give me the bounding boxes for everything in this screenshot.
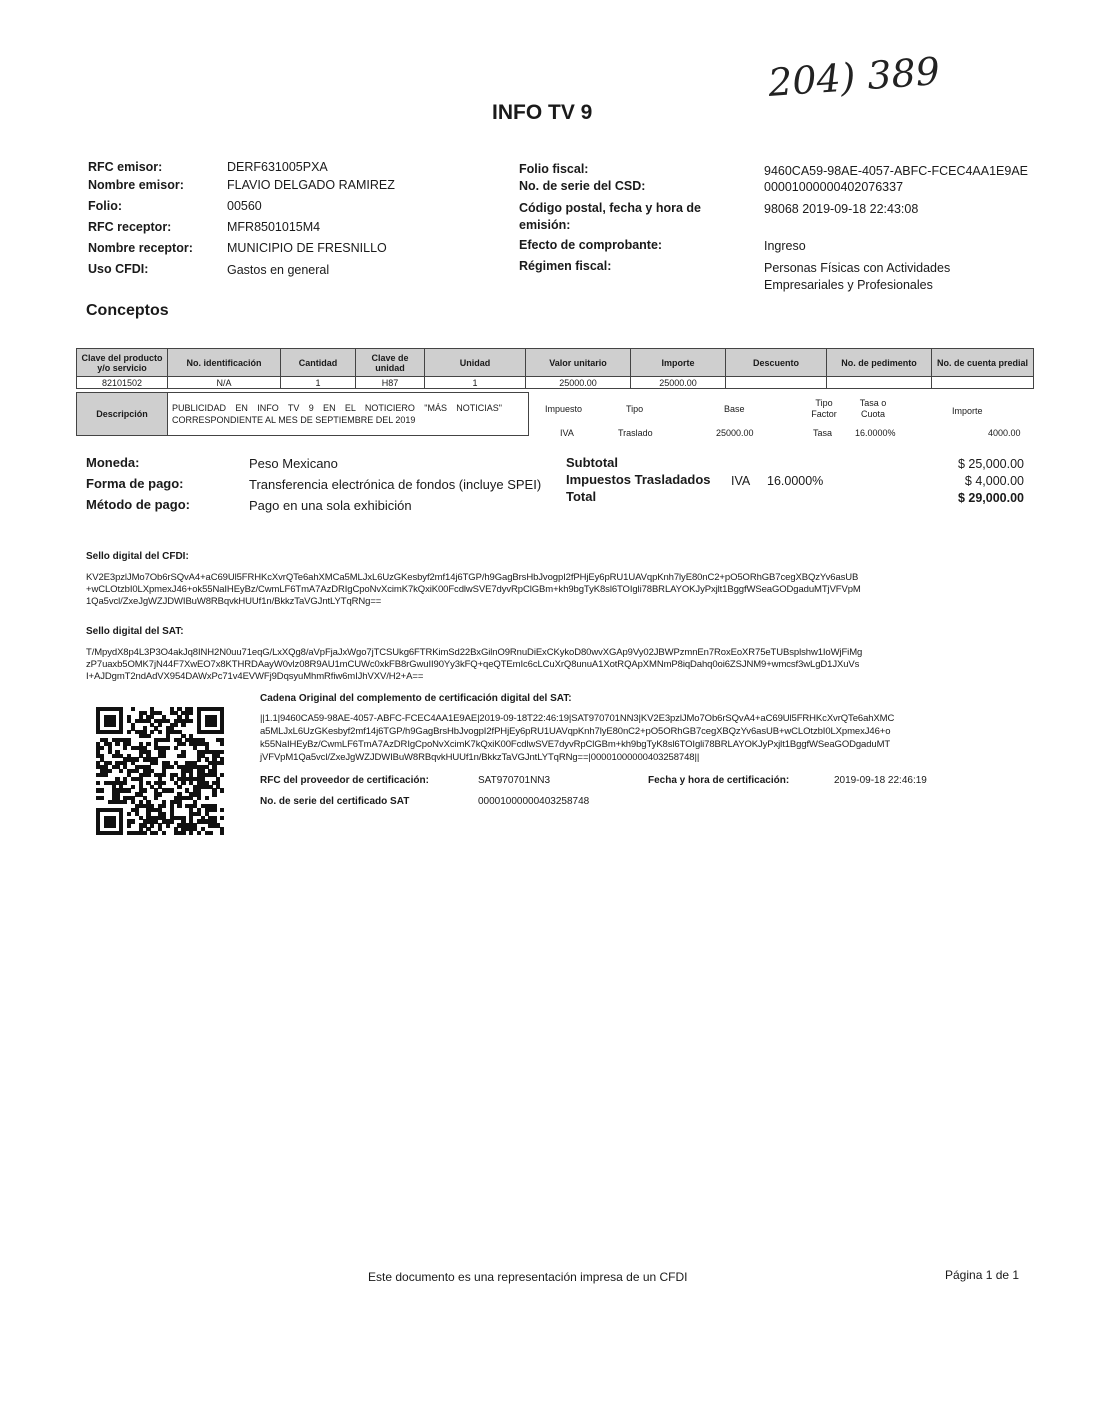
efecto-value: Ingreso: [764, 239, 806, 253]
page-number: Página 1 de 1: [945, 1268, 1020, 1282]
cell-descuento: [726, 377, 827, 389]
header-unidad: Unidad: [425, 349, 526, 377]
table-header-row: [77, 349, 1034, 377]
cell-no-identificacion: N/A: [168, 377, 281, 389]
tax-cell-tipo-factor: Tasa: [813, 428, 833, 438]
nombre-emisor-label: Nombre emisor:: [88, 178, 184, 192]
header-no-pedimento: No. de pedimento: [827, 349, 932, 377]
nombre-receptor-value: MUNICIPIO DE FRESNILLO: [227, 241, 387, 255]
metodo-pago-value: Pago en una sola exhibición: [249, 498, 412, 513]
tax-cell-tasa-cuota: 16.0000%: [855, 428, 896, 438]
cell-no-pedimento: [827, 377, 932, 389]
impuestos-label: Impuestos Trasladados: [566, 472, 711, 487]
cadena-line: ||1.1|9460CA59-98AE-4057-ABFC-FCEC4AA1E9AE|2019-09-18T22:46:19|SAT970701NN3|KV2E3pzlJMo7Ob6rSQvA4+aC69Ul5FRHKcXvrQTe6ahXMC: [260, 713, 895, 724]
footer-note: Este documento es una representación impresa de un CFDI: [368, 1270, 688, 1284]
cell-clave-unidad: H87: [356, 377, 425, 389]
folio-value: 00560: [227, 199, 262, 213]
nombre-receptor-label: Nombre receptor:: [88, 241, 193, 255]
subtotal-label: Subtotal: [566, 455, 618, 470]
sello-sat-label: Sello digital del SAT:: [86, 626, 184, 637]
rfc-proveedor-label: RFC del proveedor de certificación:: [260, 775, 429, 786]
folio-label: Folio:: [88, 199, 123, 213]
moneda-label: Moneda:: [86, 455, 140, 470]
rfc-receptor-label: RFC receptor:: [88, 220, 172, 234]
serie-csd-label: No. de serie del CSD:: [519, 179, 646, 193]
descripcion-block: [76, 392, 529, 436]
tax-header-tasa-cuota: Tasa o Cuota: [859, 398, 887, 419]
qr-code: [96, 707, 224, 835]
fecha-certificacion-value: 2019-09-18 22:46:19: [834, 775, 927, 786]
cell-no-cuenta-predial: [932, 377, 1034, 389]
header-valor-unitario: Valor unitario: [526, 349, 631, 377]
moneda-value: Peso Mexicano: [249, 456, 338, 471]
header-clave-producto: Clave del producto y/o servicio: [77, 349, 168, 377]
descripcion-text: PUBLICIDAD EN INFO TV 9 EN EL NOTICIERO "MÁS NOTICIAS" CORRESPONDIENTE AL MES DE SEPTIEMBRE DEL 2019: [172, 403, 502, 425]
subtotal-value: $ 25,000.00: [957, 457, 1024, 471]
sello-cfdi-label: Sello digital del CFDI:: [86, 551, 189, 562]
cp-fecha-label-2: emisión:: [519, 218, 571, 232]
header-clave-unidad: Clave de unidad: [356, 349, 425, 377]
sello-sat-line: zP7uaxb5OMK7jN44F7XwEO7x8KTHRDAayW0vlz08R9AU1mCUWc0xkFB8rGwuII90Yy3kFQ+qeQTEmIc6cLCuXrQ8unuA1XotRQApXMNmP8iqDahq0oi6ZSJNM9+wmcsf3wLgD1JXuVs: [86, 659, 860, 670]
fecha-certificacion-label: Fecha y hora de certificación:: [648, 775, 790, 786]
header-descuento: Descuento: [726, 349, 827, 377]
conceptos-table: [76, 348, 1034, 389]
tax-cell-base: 25000.00: [716, 428, 754, 438]
regimen-value-2: Empresariales y Profesionales: [764, 278, 933, 292]
header-cantidad: Cantidad: [281, 349, 356, 377]
folio-fiscal-label: Folio fiscal:: [519, 162, 589, 176]
tax-cell-importe: 4000.00: [988, 428, 1021, 438]
serie-sat-value: 00001000000403258748: [478, 796, 590, 807]
total-label: Total: [566, 489, 597, 504]
cell-clave-producto: 82101502: [77, 377, 168, 389]
cadena-line: k55NaIHEyBz/CwmLF6TmA7AzDRIgCpoNvXcimK7kQxiK00FcdlwSVE7dyvRpClGBm+kh9bgTyK8sl6TOIgli78BRLAYOKJyPxjlt1BggfWSeaGODgaduMT: [260, 739, 891, 750]
tax-cell-tipo: Traslado: [618, 428, 653, 438]
cadena-label: Cadena Original del complemento de certificación digital del SAT:: [260, 693, 572, 704]
tax-header-importe: Importe: [952, 406, 983, 416]
sello-cfdi-line: 1Qa5vcl/ZxeJgWZJDWIBuW8RBqvkHUUf1n/BkkzTaVGJntLYTqRNg==: [86, 596, 382, 607]
cadena-text: [260, 712, 1040, 764]
iva-label: IVA: [731, 474, 751, 488]
table-row: [77, 377, 1034, 389]
tax-header-tipo-factor: Tipo Factor: [811, 398, 837, 419]
uso-cfdi-value: Gastos en general: [227, 263, 330, 277]
serie-sat-label: No. de serie del certificado SAT: [260, 796, 410, 807]
total-value: $ 29,000.00: [957, 491, 1024, 505]
handwritten-note: 204) 389: [766, 49, 942, 105]
cp-fecha-label-1: Código postal, fecha y hora de: [519, 201, 701, 215]
descripcion-label: Descripción: [77, 393, 168, 435]
sello-cfdi-line: +wCLOtzbI0LXpmexJ46+ok55NaIHEyBz/CwmLF6TmA7AzDRIgCpoNvXcimK7kQxiK00FcdlwSVE7dyvRpClGBm+kh9bgTyK8sl6TOIgli78BRLAYOKJyPxjlt1BggfWSeaGODgaduMTjVFVpM: [86, 584, 861, 595]
forma-pago-label: Forma de pago:: [86, 476, 184, 491]
tax-header-tipo: Tipo: [626, 404, 644, 414]
header-no-cuenta-predial: No. de cuenta predial: [932, 349, 1034, 377]
folio-fiscal-value: 9460CA59-98AE-4057-ABFC-FCEC4AA1E9AE: [764, 164, 1029, 178]
sello-cfdi-line: KV2E3pzlJMo7Ob6rSQvA4+aC69Ul5FRHKcXvrQTe6ahXMCa5MLJxL6UzGKesbyf2mf14j6TGP/h9GagBrsHbJvogpI2fPHjEy6pRU1UAVqpKnh7lyE80nC2+pO5ORhGB7cegXBQzYv6asUB: [86, 572, 859, 583]
tax-header-impuesto: Impuesto: [545, 404, 583, 414]
tax-header-base: Base: [724, 404, 745, 414]
cell-importe: 25000.00: [631, 377, 726, 389]
regimen-value-1: Personas Físicas con Actividades: [764, 261, 951, 275]
tax-cell-impuesto: IVA: [560, 428, 574, 438]
cadena-line: jVFVpM1Qa5vcl/ZxeJgWZJDWIBuW8RBqvkHUUf1n/BkkzTaVGJntLYTqRNg==|00001000000403258748||: [260, 752, 700, 763]
uso-cfdi-label: Uso CFDI:: [88, 262, 149, 276]
nombre-emisor-value: FLAVIO DELGADO RAMIREZ: [227, 178, 395, 192]
sello-sat-line: T/MpydX8p4L3P3O4akJq8INH2N0uu71eqG/LxXQg8/aVpFjaJxWgo7jTCSUkg6FTRKimSd22BxGilnO9RnuDiExCKykoD80wvXGAp9Vy02JBWPzmnEn7RoxEoXR75eTUBsplshw1IoWjFiMg: [86, 647, 863, 658]
efecto-label: Efecto de comprobante:: [519, 238, 663, 252]
cadena-line: a5MLJxL6UzGKesbyf2mf14j6TGP/h9GagBrsHbJvogpI2fPHjEy6pRU1UAVqpKnh7lyE80nC2+pO5ORhGB7cegXBQzYv6asUB+wCLOtzbI0LXpmexJ46+o: [260, 726, 891, 737]
rfc-receptor-value: MFR8501015M4: [227, 220, 321, 234]
rfc-emisor-label: RFC emisor:: [88, 160, 163, 174]
cp-fecha-value: 98068 2019-09-18 22:43:08: [764, 202, 919, 216]
iva-rate: 16.0000%: [767, 474, 824, 488]
header-importe: Importe: [631, 349, 726, 377]
rfc-proveedor-value: SAT970701NN3: [478, 775, 551, 786]
metodo-pago-label: Método de pago:: [86, 497, 190, 512]
conceptos-title: Conceptos: [86, 302, 169, 319]
sello-sat-line: I+AJDgmT2ndAdVX954DAWxPc71v4EVWFj9DqsyuMhmRfiw6mIJhVXV/H2+A==: [86, 671, 424, 682]
cell-cantidad: 1: [281, 377, 356, 389]
forma-pago-value: Transferencia electrónica de fondos (incluye SPEI): [249, 477, 542, 492]
sello-sat-text: [86, 647, 1036, 683]
impuestos-value: $ 4,000.00: [964, 474, 1024, 488]
header-no-identificacion: No. identificación: [168, 349, 281, 377]
regimen-label: Régimen fiscal:: [519, 259, 612, 273]
cell-unidad: 1: [425, 377, 526, 389]
document-title: INFO TV 9: [492, 101, 593, 124]
sello-cfdi-text: [86, 572, 1036, 608]
rfc-emisor-value: DERF631005PXA: [227, 160, 328, 174]
cell-valor-unitario: 25000.00: [526, 377, 631, 389]
serie-csd-value: 00001000000402076337: [764, 180, 904, 194]
